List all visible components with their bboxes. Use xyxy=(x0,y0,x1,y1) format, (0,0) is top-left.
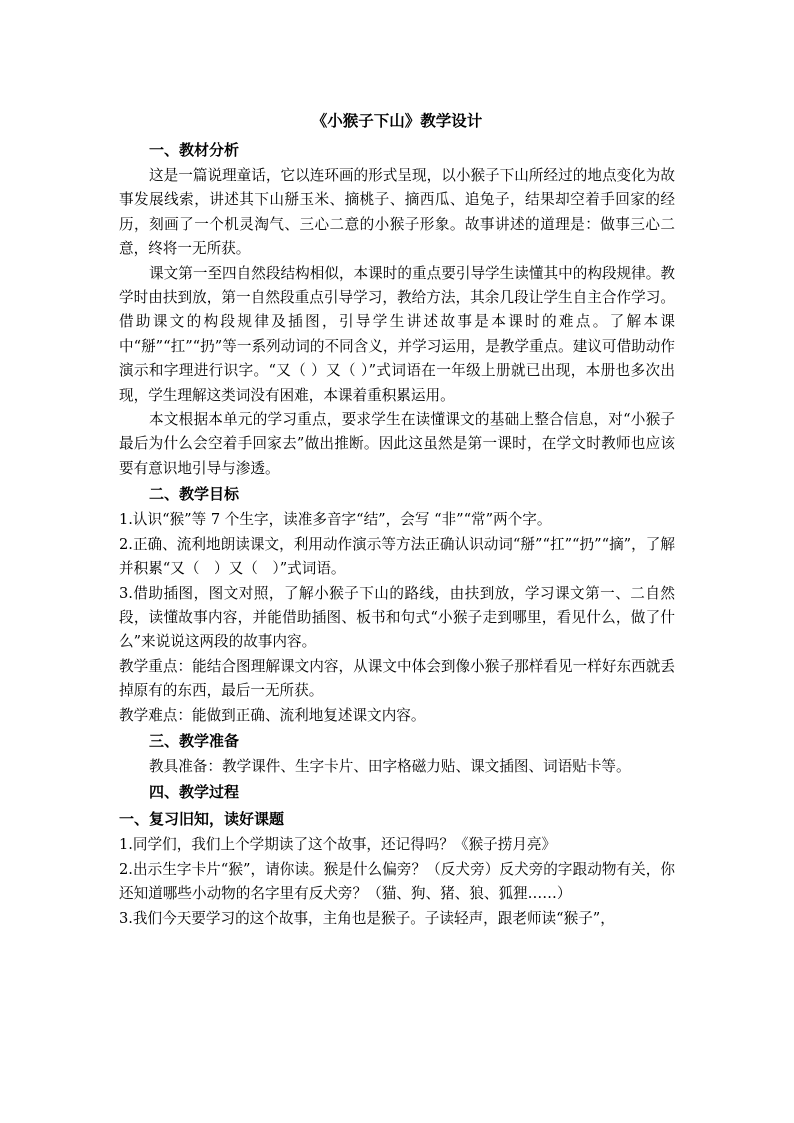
section-heading-goals: 二、教学目标 xyxy=(149,485,240,504)
document-title: 《小猴子下山》教学设计 xyxy=(311,111,483,130)
section-heading-preparation: 三、教学准备 xyxy=(149,731,240,750)
goal-item-1: 1.认识“猴”等 7 个生字，读准多音字“结”，会写 “非”“常”两个字。 xyxy=(119,511,552,529)
goal-item-3: 3.借助插图，图文对照，了解小猴子下山的路线，由扶到放，学习课文第一、二自然段，读懂故事内容，并能借助插图、板书和句式“小猴子走到哪里，看见什么，做了什么”来说说这两段的故事内容。 xyxy=(119,584,675,651)
goal-item-2: 2.正确、流利地朗读课文，利用动作演示等方法正确认识动词“掰”“扛”“扔”“摘”，了解并积累“又（ ）又（ ）”式词语。 xyxy=(119,535,675,578)
section-heading-process: 四、教学过程 xyxy=(149,783,240,802)
analysis-paragraph-2: 课文第一至四自然段结构相似，本课时的重点要引导学生读懂其中的构段规律。教学时由扶到放，第一自然段重点引导学习，教给方法，其余几段让学生自主合作学习。借助课文的构段规律及插图，引导学生讲述故事是本课时的难点。了解本课中“掰”“扛”“扔”等一系列动词的不同含义，并学习运用，是教学重点。建议可借助动作演示和字理进行识字。“又（ ）又（ ）”式词语在一年级上册就已出现，本册也多次出现，学生理解这类词没有困难，本课着重积累运用。 xyxy=(119,264,675,404)
process-item-2: 2.出示生字卡片“猴”，请你读。猴是什么偏旁？（反犬旁）反犬旁的字跟动物有关，你还知道哪些小动物的名字里有反犬旁？（猫、狗、猪、狼、狐狸……） xyxy=(119,860,675,903)
analysis-paragraph-1: 这是一篇说理童话，它以连环画的形式呈现，以小猴子下山所经过的地点变化为故事发展线索，讲述其下山掰玉米、摘桃子、摘西瓜、追兔子，结果却空着手回家的经历，刻画了一个机灵淘气、三心二意的小猴子形象。故事讲述的道理是：做事三心二意，终将一无所获。 xyxy=(119,167,675,258)
teaching-focus: 教学重点：能结合图理解课文内容，从课文中体会到像小猴子那样看见一样好东西就丢掉原有的东西，最后一无所获。 xyxy=(119,657,675,700)
teaching-difficulty: 教学难点：能做到正确、流利地复述课文内容。 xyxy=(119,706,426,724)
process-subheading-review: 一、复习旧知，读好课题 xyxy=(119,810,285,829)
section-heading-analysis: 一、教材分析 xyxy=(149,141,240,159)
process-item-3: 3.我们今天要学习的这个故事，主角也是猴子。子读轻声，跟老师读“猴子”， xyxy=(119,909,615,927)
analysis-paragraph-3: 本文根据本单元的学习重点，要求学生在读懂课文的基础上整合信息，对“小猴子最后为什么会空着手回家去”做出推断。因此这虽然是第一课时，在学文时教师也应该要有意识地引导与渗透。 xyxy=(119,411,675,477)
process-item-1: 1.同学们，我们上个学期读了这个故事，还记得吗？《猴子捞月亮》 xyxy=(119,836,557,854)
document-page xyxy=(119,108,675,931)
preparation-paragraph: 教具准备：教学课件、生字卡片、田字格磁力贴、课文插图、词语贴卡等。 xyxy=(149,757,631,775)
